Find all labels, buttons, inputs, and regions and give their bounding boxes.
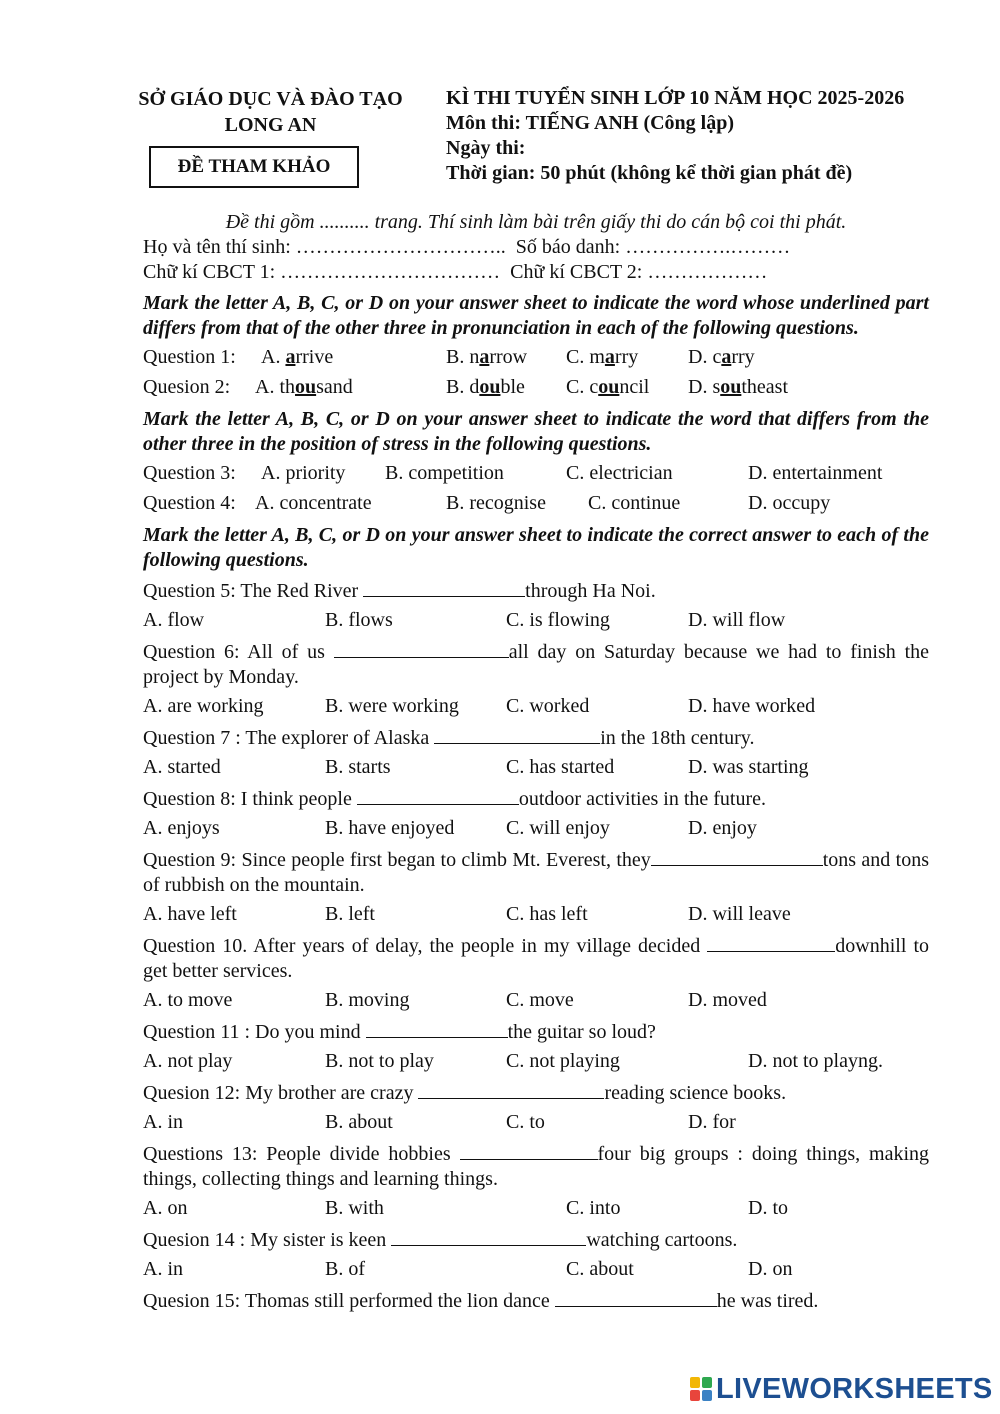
- instruction-correct-answer: Mark the letter A, B, C, or D on your answer sheet to indicate the correct answer to each of the following questions.: [143, 524, 929, 571]
- option-d[interactable]: D. will leave: [688, 903, 791, 925]
- option-a[interactable]: A. in: [143, 1111, 183, 1133]
- reference-exam-badge: ĐỀ THAM KHẢO: [149, 146, 359, 188]
- option-d[interactable]: D. occupy: [748, 492, 831, 514]
- question-7-stem: Question 7 : The explorer of Alaska in the 18th century.: [143, 727, 755, 749]
- exam-note: Đề thi gồm .......... trang. Thí sinh làm bài trên giấy thi do cán bộ coi thi phát.: [225, 211, 847, 233]
- exam-title: KÌ THI TUYỂN SINH LỚP 10 NĂM HỌC 2025-2026: [446, 87, 905, 109]
- option-d[interactable]: D. was starting: [688, 756, 809, 778]
- option-a[interactable]: A. not play: [143, 1050, 233, 1072]
- answer-blank[interactable]: [434, 725, 600, 744]
- question-12-stem: Quesion 12: My brother are crazy reading science books.: [143, 1082, 787, 1104]
- question-6-stem: Question 6: All of us all day on Saturday because we had to finish the project by Monday.: [143, 641, 929, 688]
- answer-blank[interactable]: [357, 786, 519, 805]
- option-d[interactable]: D. will flow: [688, 609, 786, 631]
- answer-blank[interactable]: [555, 1288, 717, 1307]
- province-name: LONG AN: [224, 114, 317, 136]
- exam-body: [143, 210, 929, 1314]
- question-5-stem: Question 5: The Red River through Ha Noi.: [143, 580, 656, 602]
- option-c[interactable]: C. about: [566, 1258, 634, 1280]
- option-c[interactable]: C. marry: [566, 346, 639, 368]
- option-c[interactable]: C. has started: [506, 756, 615, 778]
- question-14-options: [143, 1258, 929, 1283]
- answer-blank[interactable]: [363, 578, 525, 597]
- department-name: SỞ GIÁO DỤC VÀ ĐÀO TẠO: [138, 88, 403, 110]
- option-b[interactable]: B. narrow: [446, 346, 528, 368]
- option-d[interactable]: D. enjoy: [688, 817, 757, 839]
- option-b[interactable]: B. starts: [325, 756, 391, 778]
- option-a[interactable]: A. arrive: [261, 346, 334, 368]
- answer-blank[interactable]: [651, 847, 823, 866]
- option-c[interactable]: C. electrician: [566, 462, 673, 484]
- option-b[interactable]: B. recognise: [446, 492, 546, 514]
- option-b[interactable]: B. left: [325, 903, 375, 925]
- option-b[interactable]: B. with: [325, 1197, 384, 1219]
- option-b[interactable]: B. not to play: [325, 1050, 434, 1072]
- option-b[interactable]: B. were working: [325, 695, 459, 717]
- option-b[interactable]: B. competition: [385, 462, 504, 484]
- question-10-options: [143, 989, 929, 1014]
- option-c[interactable]: C. into: [566, 1197, 621, 1219]
- option-c[interactable]: C. council: [566, 376, 650, 398]
- question-label: Quesion 2:: [143, 376, 231, 398]
- option-a[interactable]: A. concentrate: [255, 492, 372, 514]
- candidate-name-line: Họ và tên thí sinh: ………………………….. Số báo danh: …………….………: [143, 236, 791, 258]
- instruction-pronunciation: Mark the letter A, B, C, or D on your answer sheet to indicate the word whose underlined part differs from that of the other three in pronunciation in each of the following questions.: [143, 292, 929, 339]
- liveworksheets-logo[interactable]: [690, 1374, 993, 1404]
- question-9-stem: Question 9: Since people first began to climb Mt. Everest, they tons and tons of rubbish on the mountain.: [143, 849, 929, 896]
- exam-date: Ngày thi:: [446, 137, 526, 159]
- answer-blank[interactable]: [707, 933, 835, 952]
- option-a[interactable]: A. enjoys: [143, 817, 220, 839]
- answer-blank[interactable]: [418, 1080, 604, 1099]
- option-b[interactable]: B. have enjoyed: [325, 817, 455, 839]
- question-11-stem: Question 11 : Do you mind the guitar so loud?: [143, 1021, 656, 1043]
- option-c[interactable]: C. worked: [506, 695, 590, 717]
- question-label: Question 1:: [143, 346, 236, 368]
- question-10-stem: Question 10. After years of delay, the people in my village decided downhill to get better services.: [143, 935, 930, 982]
- question-8-stem: Question 8: I think people outdoor activities in the future.: [143, 788, 767, 810]
- option-c[interactable]: C. continue: [588, 492, 681, 514]
- answer-blank[interactable]: [391, 1227, 586, 1246]
- option-a[interactable]: A. thousand: [255, 376, 353, 398]
- question-15-stem: Quesion 15: Thomas still performed the lion dance he was tired.: [143, 1290, 819, 1312]
- exam-subject: Môn thi: TIẾNG ANH (Công lập): [446, 112, 735, 134]
- option-c[interactable]: C. move: [506, 989, 574, 1011]
- option-d[interactable]: D. carry: [688, 346, 755, 368]
- question-2: [143, 376, 929, 401]
- option-c[interactable]: C. is flowing: [506, 609, 610, 631]
- question-14-stem: Quesion 14 : My sister is keen watching cartoons.: [143, 1229, 738, 1251]
- option-b[interactable]: B. of: [325, 1258, 365, 1280]
- answer-blank[interactable]: [366, 1019, 508, 1038]
- option-c[interactable]: C. has left: [506, 903, 588, 925]
- question-label: Question 3:: [143, 462, 236, 484]
- question-label: Question 4:: [143, 492, 236, 514]
- option-a[interactable]: A. priority: [261, 462, 346, 484]
- option-c[interactable]: C. will enjoy: [506, 817, 610, 839]
- answer-blank[interactable]: [334, 639, 509, 658]
- department-header: [118, 86, 423, 138]
- option-b[interactable]: B. flows: [325, 609, 393, 631]
- question-4: [143, 492, 929, 517]
- question-3: [143, 462, 929, 487]
- option-d[interactable]: D. moved: [688, 989, 767, 1011]
- option-a[interactable]: A. flow: [143, 609, 205, 631]
- question-7-options: [143, 756, 929, 781]
- liveworksheets-brand: LIVEWORKSHEETS: [716, 1372, 993, 1405]
- option-a[interactable]: A. are working: [143, 695, 264, 717]
- option-d[interactable]: D. entertainment: [748, 462, 883, 484]
- option-a[interactable]: A. in: [143, 1258, 183, 1280]
- option-a[interactable]: A. started: [143, 756, 221, 778]
- question-12-options: [143, 1111, 929, 1136]
- question-9-options: [143, 903, 929, 928]
- question-5-options: [143, 609, 929, 634]
- exam-header: [446, 86, 986, 186]
- option-b[interactable]: B. about: [325, 1111, 393, 1133]
- option-d[interactable]: D. southeast: [688, 376, 789, 398]
- supervisor-sign-line: Chữ kí CBCT 1: …………………………… Chữ kí CBCT 2: ………………: [143, 261, 768, 283]
- option-d[interactable]: D. for: [688, 1111, 736, 1133]
- option-a[interactable]: A. have left: [143, 903, 237, 925]
- question-13-stem: Questions 13: People divide hobbies four big groups : doing things, making things, collecting things and learning things.: [143, 1143, 930, 1190]
- liveworksheets-logo-icon: [690, 1377, 712, 1401]
- answer-blank[interactable]: [460, 1141, 598, 1160]
- option-d[interactable]: D. to: [748, 1197, 788, 1219]
- question-11-options: [143, 1050, 929, 1075]
- question-8-options: [143, 817, 929, 842]
- option-c[interactable]: C. not playing: [506, 1050, 620, 1072]
- question-13-options: [143, 1197, 929, 1222]
- option-d[interactable]: D. on: [748, 1258, 793, 1280]
- question-1: [143, 346, 929, 371]
- option-b[interactable]: B. moving: [325, 989, 410, 1011]
- option-a[interactable]: A. on: [143, 1197, 188, 1219]
- exam-duration: Thời gian: 50 phút (không kể thời gian phát đề): [446, 162, 853, 184]
- option-b[interactable]: B. double: [446, 376, 525, 398]
- option-d[interactable]: D. have worked: [688, 695, 816, 717]
- option-d[interactable]: D. not to playng.: [748, 1050, 883, 1072]
- question-6-options: [143, 695, 929, 720]
- instruction-stress: Mark the letter A, B, C, or D on your answer sheet to indicate the word that differs from the other three in the position of stress in the following questions.: [143, 408, 929, 455]
- option-c[interactable]: C. to: [506, 1111, 545, 1133]
- option-a[interactable]: A. to move: [143, 989, 233, 1011]
